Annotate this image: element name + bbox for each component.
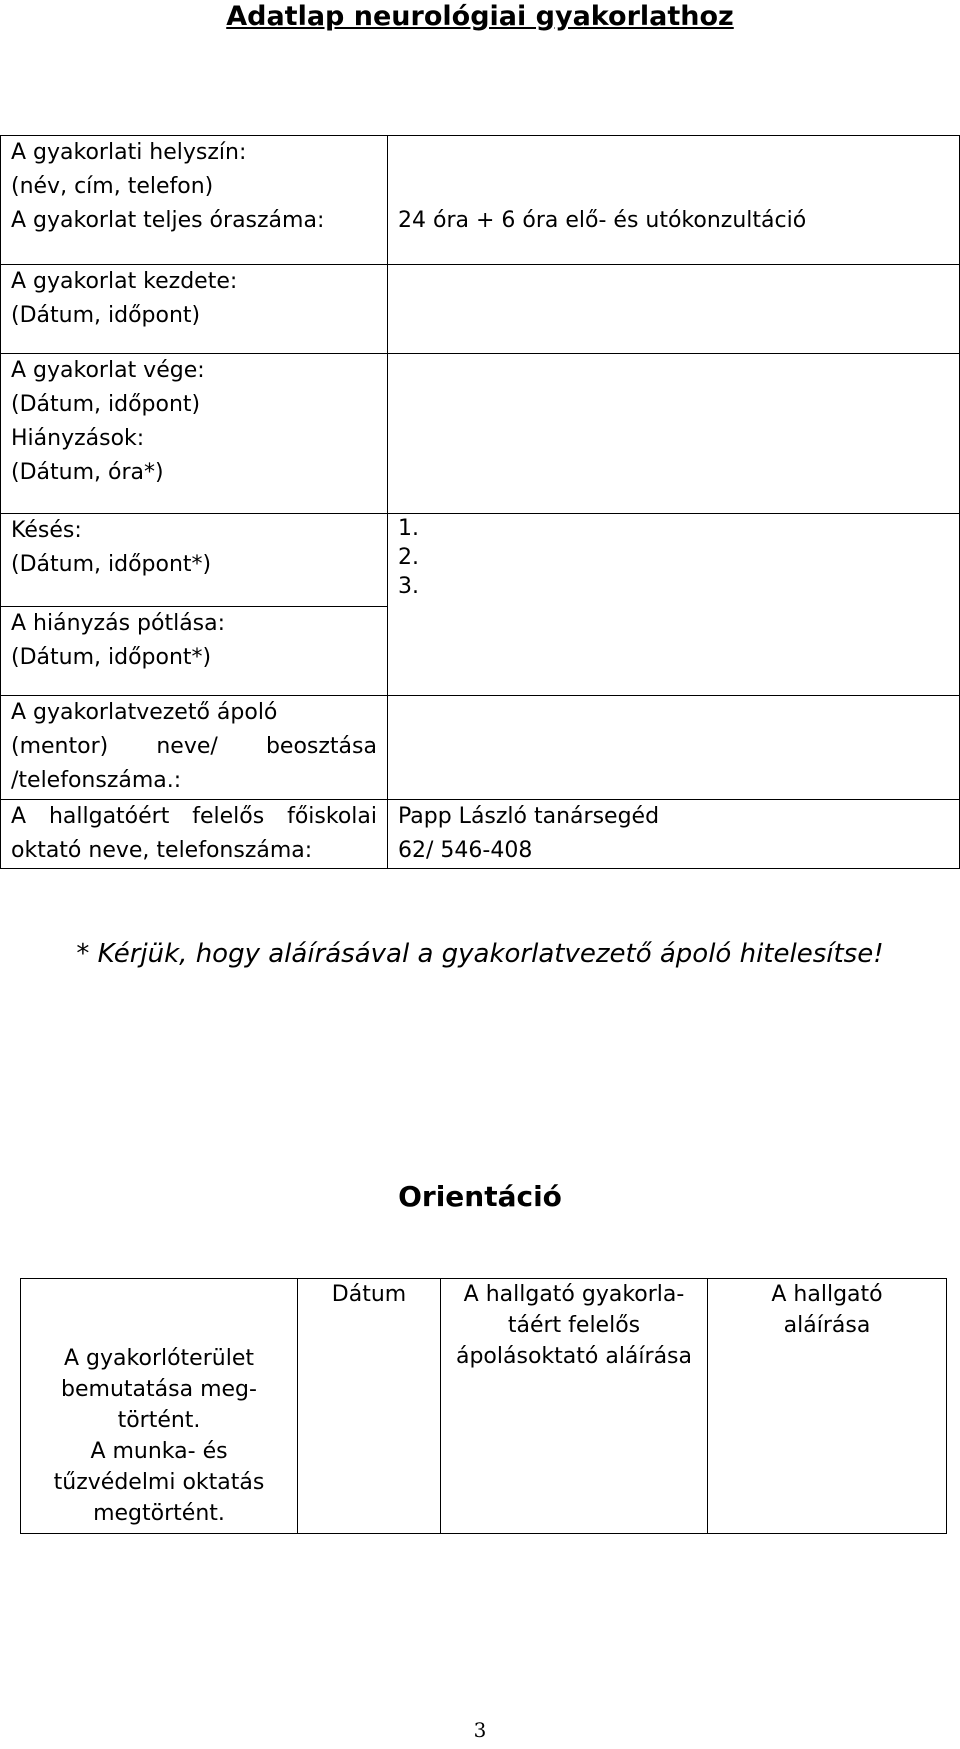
hours-value: 24 óra + 6 óra elő- és utókonzultáció [398, 208, 807, 233]
info-row-end [1, 354, 960, 514]
info-row-mentor [1, 696, 960, 800]
mentor-phone-label: /telefonszáma.: [11, 768, 182, 793]
teacher-sublabel: oktató neve, telefonszáma: [11, 838, 313, 863]
signature-note: * Kérjük, hogy aláírásával a gyakorlatvezető ápoló hitelesítse! [76, 939, 884, 969]
info-row-teacher [1, 800, 960, 869]
student-header-line-1: A hallgató [771, 1282, 883, 1307]
document-title: Adatlap neurológiai gyakorlathoz [226, 1, 734, 32]
late-item-3: 3. [398, 574, 419, 599]
orientation-title: Orientáció [398, 1180, 562, 1213]
instructor-header-line-1: A hallgató gyakorla- [463, 1282, 685, 1307]
task-1-line-3: történt. [117, 1408, 201, 1433]
task-2-line-2: tűzvédelmi oktatás [53, 1470, 265, 1495]
student-signature-cell [708, 1279, 947, 1534]
late-label-cell [1, 514, 388, 607]
teacher-value-cell [388, 800, 960, 869]
date-header: Dátum [331, 1282, 407, 1307]
makeup-label: A hiányzás pótlása: [11, 611, 226, 636]
info-table [0, 135, 960, 869]
start-value-cell [388, 265, 960, 354]
task-1-line-1: A gyakorlóterület [64, 1346, 254, 1371]
orientation-table [20, 1278, 947, 1534]
location-label: A gyakorlati helyszín: [11, 140, 247, 165]
mentor-label-cell [1, 696, 388, 800]
task-2-line-1: A munka- és [90, 1439, 228, 1464]
late-sublabel: (Dátum, időpont*) [11, 552, 212, 577]
teacher-phone: 62/ 546-408 [398, 838, 533, 863]
orientation-row [21, 1279, 947, 1534]
date-column-cell [298, 1279, 441, 1534]
end-value-cell [388, 354, 960, 514]
info-row-start [1, 265, 960, 354]
end-sublabel: (Dátum, időpont) [11, 392, 201, 417]
instructor-signature-cell [441, 1279, 708, 1534]
start-label-cell [1, 265, 388, 354]
start-label: A gyakorlat kezdete: [11, 269, 238, 294]
location-label-cell [1, 136, 388, 265]
hours-value-cell [388, 136, 960, 265]
absence-label: Hiányzások: [11, 426, 145, 451]
mentor-value-cell [388, 696, 960, 800]
absence-sublabel: (Dátum, óra*) [11, 460, 164, 485]
late-item-1: 1. [398, 516, 419, 541]
end-label: A gyakorlat vége: [11, 358, 205, 383]
late-label: Késés: [11, 518, 82, 543]
task-1-line-2: bemutatása meg- [61, 1377, 257, 1402]
makeup-label-cell [1, 607, 388, 696]
teacher-label-cell [1, 800, 388, 869]
instructor-header-line-2: táért felelős [507, 1313, 641, 1338]
teacher-name: Papp László tanársegéd [398, 804, 660, 829]
late-list-cell [388, 514, 960, 696]
end-label-cell [1, 354, 388, 514]
late-item-2: 2. [398, 545, 419, 570]
teacher-label: A hallgatóért felelős főiskolai [11, 804, 377, 829]
mentor-sublabel: (mentor) neve/ beosztása [11, 734, 377, 759]
mentor-label: A gyakorlatvezető ápoló [11, 700, 278, 725]
orientation-task-cell [21, 1279, 298, 1534]
instructor-header-line-3: ápolásoktató aláírása [455, 1344, 692, 1369]
info-row-location [1, 136, 960, 265]
hours-label: A gyakorlat teljes óraszáma: [11, 208, 325, 233]
task-2-line-3: megtörtént. [93, 1501, 225, 1526]
makeup-sublabel: (Dátum, időpont*) [11, 645, 212, 670]
info-row-late [1, 514, 960, 607]
page-number: 3 [473, 1718, 487, 1742]
student-header-line-2: aláírása [783, 1313, 871, 1338]
location-sublabel: (név, cím, telefon) [11, 174, 214, 199]
start-sublabel: (Dátum, időpont) [11, 303, 201, 328]
